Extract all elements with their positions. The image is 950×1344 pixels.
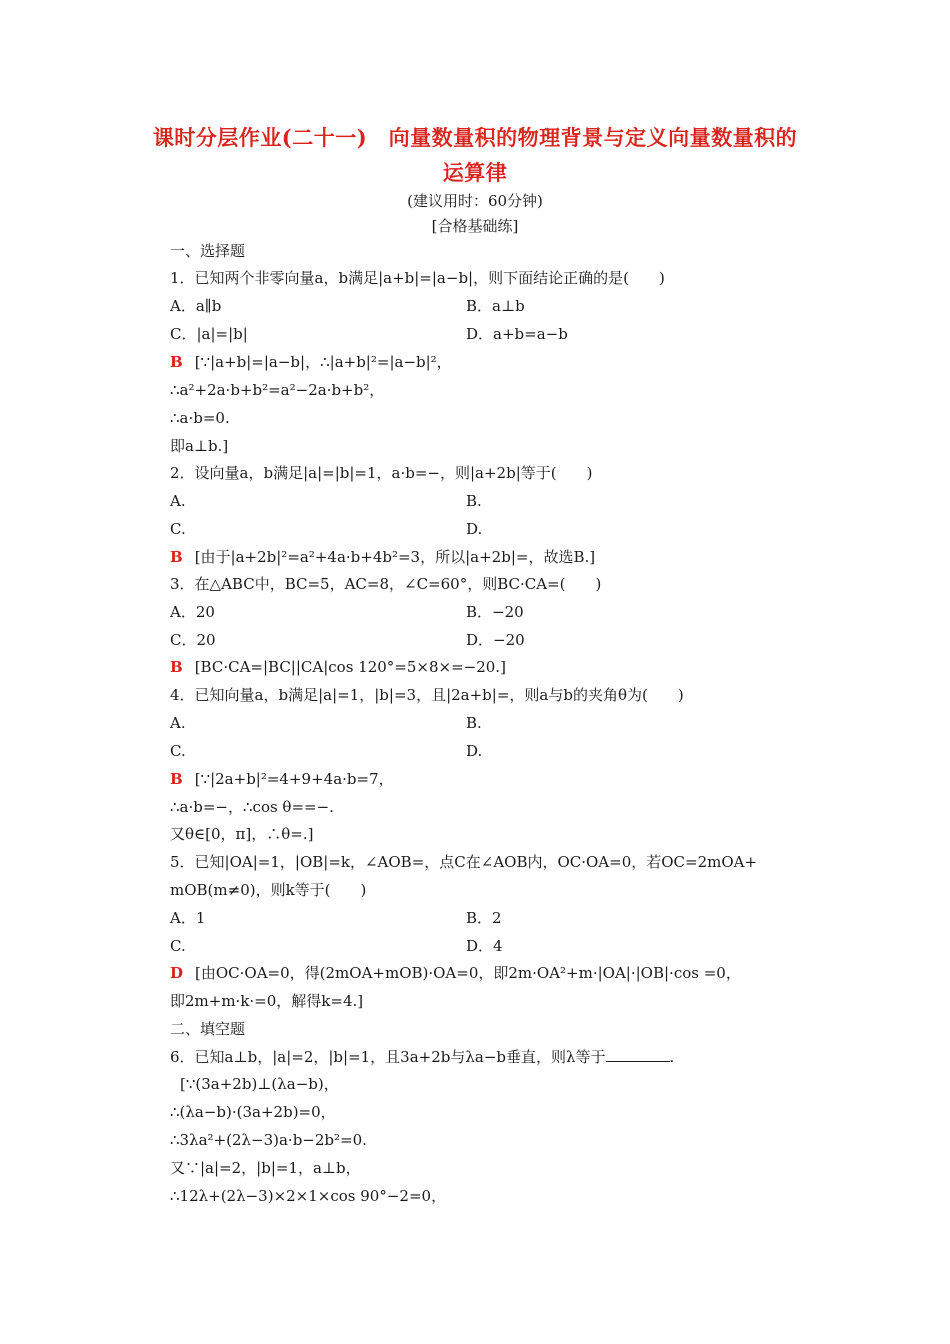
q5-option-b: B．2 xyxy=(466,909,502,927)
q5-option-d: D．4 xyxy=(466,937,503,955)
q2-option-a: A. xyxy=(170,492,186,510)
q2-option-b: B. xyxy=(466,492,482,510)
q4-solution-2: ∴a·b=−，∴cos θ==−. xyxy=(170,798,334,816)
q1-option-a: A．a∥b xyxy=(170,297,222,315)
q4-answer: B xyxy=(170,770,183,788)
q3-option-a: A．20 xyxy=(170,603,215,621)
q6-solution-5: ∴12λ+(2λ−3)×2×1×cos 90°−2=0， xyxy=(170,1187,447,1205)
q3-option-c: C．20 xyxy=(170,631,216,649)
q4-solution-3: 又θ∈[0，π]，∴θ=.] xyxy=(170,825,314,843)
q3-answer: B xyxy=(170,658,183,676)
q3-option-b: B．−20 xyxy=(466,603,524,621)
q1-option-c: C．|a|=|b| xyxy=(170,325,248,343)
title-line-2: 运算律 xyxy=(442,160,508,185)
section-heading-choice: 一、选择题 xyxy=(170,242,246,260)
section-tag: [合格基础练] xyxy=(431,217,519,235)
q1-solution-3: ∴a·b=0. xyxy=(170,409,230,427)
q5-option-c: C. xyxy=(170,937,186,955)
q1-option-b: B．a⊥b xyxy=(466,297,525,315)
q1-solution-4: 即a⊥b.] xyxy=(170,437,229,455)
q4-stem: 4．已知向量a，b满足|a|=1，|b|=3，且|2a+b|=，则a与b的夹角θ为( ) xyxy=(170,686,684,704)
q5-stem-1: 5．已知|OA|=1，|OB|=k，∠AOB=，点C在∠AOB内，OC·OA=0，若OC=2mOA+ xyxy=(170,853,758,871)
q2-solution-1 xyxy=(170,547,595,567)
q6-solution-3: ∴3λa²+(2λ−3)a·b−2b²=0. xyxy=(170,1131,367,1149)
q4-option-c: C. xyxy=(170,742,186,760)
q4-option-d: D. xyxy=(466,742,483,760)
q2-answer: B xyxy=(170,548,183,566)
q2-option-d: D. xyxy=(466,520,483,538)
q2-option-c: C. xyxy=(170,520,186,538)
q6-solution-2: ∴(λa−b)·(3a+2b)=0， xyxy=(170,1103,336,1121)
q6-stem-end: . xyxy=(669,1048,675,1066)
q1-solution-1 xyxy=(170,352,452,372)
q6-stem-text: 6．已知a⊥b，|a|=2，|b|=1，且3a+2b与λa−b垂直，则λ等于 xyxy=(170,1048,606,1066)
q1-sol-text: [∵|a+b|=|a−b|，∴|a+b|²=|a−b|²， xyxy=(194,353,452,371)
q5-sol-text: [由OC·OA=0，得(2mOA+mOB)·OA=0，即2m·OA²+m·|OA|·|OB|·cos =0， xyxy=(195,964,741,982)
q1-solution-2: ∴a²+2a·b+b²=a²−2a·b+b²， xyxy=(170,381,385,399)
q4-option-b: B. xyxy=(466,714,482,732)
q6-answer-blank xyxy=(606,1047,670,1062)
q3-option-d: D．−20 xyxy=(466,631,525,649)
q1-option-d: D．a+b=a−b xyxy=(466,325,568,343)
q5-option-a: A．1 xyxy=(170,909,206,927)
q6-solution-4: 又∵|a|=2，|b|=1，a⊥b， xyxy=(170,1159,361,1177)
q4-sol-text: [∵|2a+b|²=4+9+4a·b=7， xyxy=(194,770,394,788)
q3-solution-1 xyxy=(170,657,506,677)
q1-stem: 1．已知两个非零向量a，b满足|a+b|=|a−b|，则下面结论正确的是( ) xyxy=(170,269,665,287)
q4-solution-1 xyxy=(170,769,394,789)
q3-sol-text: [BC·CA=|BC||CA|cos 120°=5×8×=−20.] xyxy=(194,658,506,676)
q6-solution-1: [∵(3a+2b)⊥(λa−b)， xyxy=(180,1075,339,1093)
q4-option-a: A. xyxy=(170,714,186,732)
title-line-1: 课时分层作业(二十一) 向量数量积的物理背景与定义向量数量积的 xyxy=(152,125,798,150)
q5-solution-1 xyxy=(170,963,741,983)
q5-solution-2: 即2m+m·k·=0，解得k=4.] xyxy=(170,992,364,1010)
q5-answer: D xyxy=(170,964,184,982)
q6-stem xyxy=(170,1047,674,1067)
q5-stem-2: mOB(m≠0)，则k等于( ) xyxy=(170,881,367,899)
time-hint: (建议用时：60分钟) xyxy=(407,192,543,210)
q3-stem: 3．在△ABC中，BC=5，AC=8，∠C=60°，则BC·CA=( ) xyxy=(170,575,602,593)
section-heading-fill: 二、填空题 xyxy=(170,1020,246,1038)
q1-answer: B xyxy=(170,353,183,371)
q2-sol-text: [由于|a+2b|²=a²+4a·b+4b²=3，所以|a+2b|=，故选B.] xyxy=(194,548,596,566)
q2-stem: 2．设向量a，b满足|a|=|b|=1，a·b=−，则|a+2b|等于( ) xyxy=(170,464,593,482)
